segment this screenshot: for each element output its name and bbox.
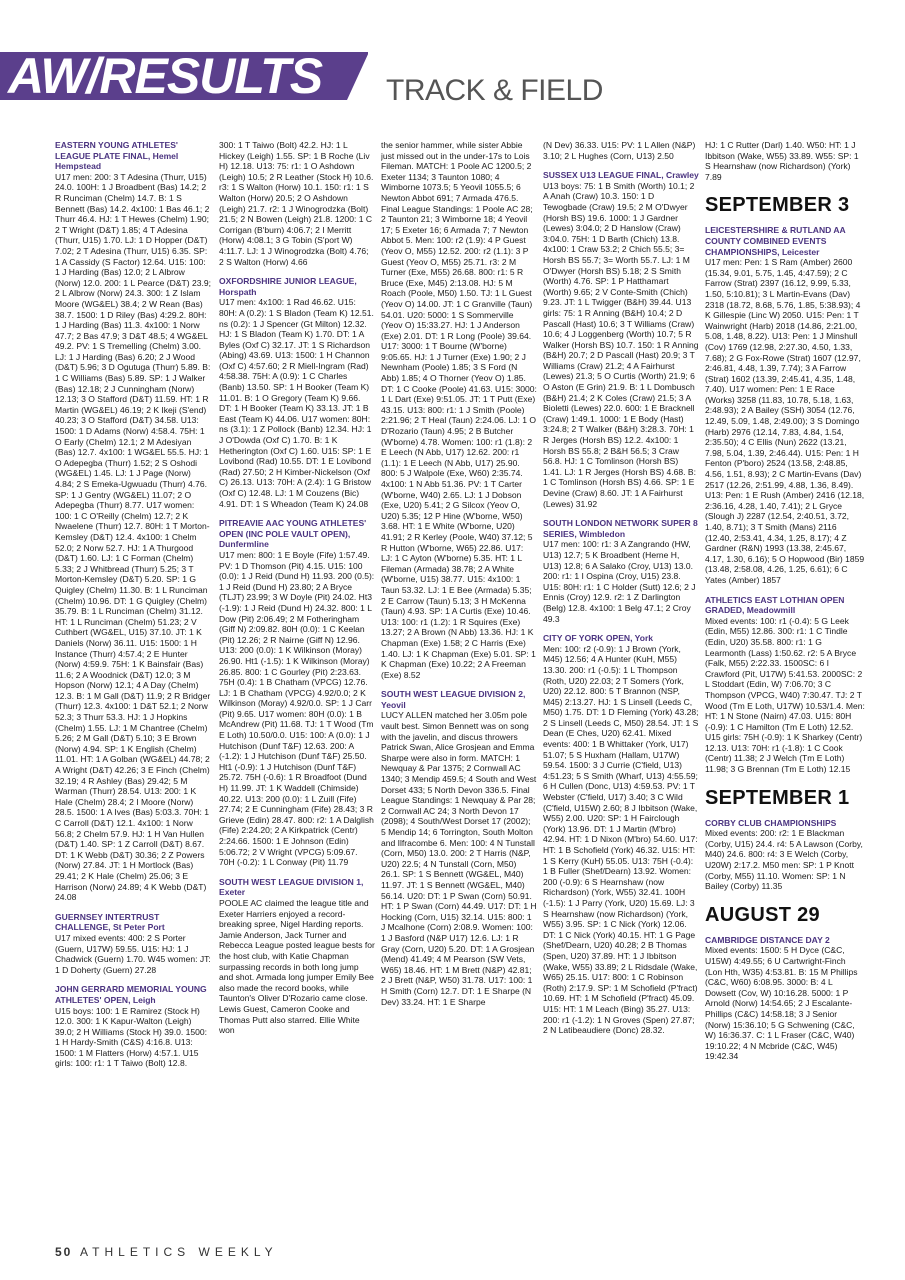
event-venue: Leicester xyxy=(781,246,820,257)
event-title xyxy=(705,595,865,616)
event-title xyxy=(55,984,211,1005)
event-title xyxy=(543,633,699,644)
event-venue: Horspath xyxy=(219,286,257,297)
event-name: GUERNSEY INTERTRUST CHALLENGE, xyxy=(55,911,160,933)
magazine-name: ATHLETICS WEEKLY xyxy=(80,1245,278,1259)
event-name: EASTERN YOUNG ATHLETES' LEAGUE PLATE FINAL, xyxy=(55,140,178,161)
event-name: JOHN GERRARD MEMORIAL YOUNG ATHLETES' OPEN, xyxy=(55,984,207,1005)
event-title xyxy=(55,912,211,933)
results-text: U17 men: 4x100: 1 Rad 46.62. U15: 80H: A (0.2): 1 S Bladon (Team K) 12.51. ns (0.2): 1 J Spencer (Gt Milton) 12.32. HJ: 1 S Bladon (Team K) 1.70. DT: 1 A Byles (Oxf C) 32.17. JT: 1 S Richardson (Abing) 43.69. U13: 1500: 1 H Channon (Oxf C) 4:57.60; 2 R Miell-Ingram (Rad) 4:58.38. 75H: A (0.9): 1 C Charles (Banb) 13.50. SP: 1 H Booker (Team K) 11.01. B: 1 O Gregory (Team K) 9.66. DT: 1 H Booker (Team K) 33.13. JT: 1 B East (Team K) 44.06. U17 women: 80H: ns (3.1): 1 Z Pollock (Banb) 12.34. HJ: 1 J O'Dowda (Oxf C) 1.70. B: 1 K Hetherington (Oxf C) 1.60. U15: SP: 1 E Lovibond (Rad) 10.55. DT: 1 E Lovibond (Rad) 27.50; 2 H Kimber-Nickelson (Oxf C) 26.13. U13: 70H: A (2.4): 1 G Bristow (Oxf C) 12.48. LJ: 1 M Couzens (Bic) 4.91. DT: 1 S Wheadon (Team K) 24.08 xyxy=(219,297,374,509)
event-name: OXFORDSHIRE JUNIOR LEAGUE, xyxy=(219,276,357,287)
results-text: POOLE AC claimed the league title and Exeter Harriers enjoyed a record-breaking spree, Nigel Harding reports. Jamie Anderson, Jack Turner and Rebecca League posted league bests for the host club, with Katie Chapman surpassing records in both long jump and shot. Armada long jumper Emily Bee also made the record books, while Taunton's Oliver D'Rozario came close. Lewis Guest, Cameron Cooke and Thomas Putt also starred. Ellie White won xyxy=(219,897,375,1036)
event-name: ATHLETICS EAST LOTHIAN OPEN GRADED, xyxy=(705,594,845,616)
event-venue: York xyxy=(634,633,654,644)
results-text: U17 men: 200: 3 T Adesina (Thurr, U15) 24.0. 100H: 1 J Broadbent (Bas) 14.2; 2 R Runciman (Chelm) 14.7. B: 1 S Bennett (Bas) 14.2. 4x100: 1 Bas 46.1; 2 Thurr 46.4. HJ: 1 T Hewes (Chelm) 1.90; 2 T Wright (D&T) 1.85; 4 T Adesina (Thurr, U15) 1.70. LJ: 1 D Hopper (D&T) 7.02; 2 T Adesina (Thurr, U15) 6.35. SP: 1 A Cassidy (S Factor) 12.64. U15: 100: 1 J Harding (Bas) 12.0; 2 L Albrow (Norw) 12.0. 200: 1 L Pearce (D&T) 23.9; 2 L Albrow (Norw) 24.3. 300: 1 Z Islam Moore (WG&EL) 38.4; 2 W Rean (Bas) 38.7. 1500: 1 D Riley (Bas) 4:29.2. 80H: 1 J Harding (Bas) 11.3. 4x100: 1 Norw 47.7; 2 Bas 47.9; 3 D&T 48.5; 4 WG&EL 49.2. PV: 1 S Tremelling (Chelm) 3.00. LJ: 1 J Harding (Bas) 6.20; 2 J Wood (D&T) 5.96; 3 D Ogutuga (Thurr) 5.89. B: 1 C Williams (Bas) 5.89. SP: 1 J Walker (Bas) 12.18; 2 J Cunningham (Norw) 12.13; 3 O Stafford (D&T) 11.59. HT: 1 R Martin (WG&EL) 46.19; 2 K Ikeji (S'end) 40.23; 3 O Stafford (D&T) 34.58. U13: 1500: 1 D Adams (Norw) 4:58.4. 75H: 1 O Early (Chelm) 12.1; 2 M Adesiyan (Bas) 12.7. 4x100: 1 WG&EL 55.5. HJ: 1 O Adepegba (Thurr) 1.52; 2 S Oshodi (WG&EL) 1.45. LJ: 1 J Page (Norw) 4.84; 2 S Emeka-Ugwuadu (Thurr) 4.76. SP: 1 J Gentry (WG&EL) 11.07; 2 O Adepegba (Thurr) 8.77. U17 women: 100: 1 C O'Reilly (Chelm) 12.7; 2 K Nwaelene (Thurr) 12.7. 80H: 1 T Morton-Kemsley (D&T) 12.4. 4x100: 1 Chelm 52.0; 2 Norw 52.7. HJ: 1 A Thurgood (D&T) 1.60. LJ: 1 C Forman (Chelm) 5.33; 2 J Whitbread (Thurr) 5.25; 3 T Morton-Kemsley (D&T) 5.20. SP: 1 G Quigley (Chelm) 11.30. B: 1 L Runciman (Chelm) 10.96. DT: 1 G Quigley (Chelm) 35.79. B: 1 L Runciman (Chelm) 31.12. HT: 1 L Runciman (Chelm) 51.23; 2 V Cuthbert (WG&EL, U15) 37.10. JT: 1 K Daniels (Norw) 36.11. U15: 1500: 1 H Instance (Thurr) 4:57.4; 2 E Hunter (Norw) 4:59.9. 75H: 1 K Bainsfair (Bas) 11.6; 2 A Woodnick (D&T) 12.0; 3 M Hopson (Norw) 12.1; 4 A Day (Chelm) 12.3. B: 1 M Gall (D&T) 11.9; 2 R Bridger (Thurr) 12.3. 4x100: 1 D&T 52.1; 2 Norw 52.3; 3 Thurr 53.3. HJ: 1 J Hopkins (Chelm) 1.55. LJ: 1 M Chantree (Chelm) 5.26; 2 M Gall (D&T) 5.10; 3 E Brown (Norw) 4.94. SP: 1 K English (Chelm) 11.01. HT: 1 A Golban (WG&EL) 44.78; 2 A Wright (D&T) 42.26; 3 E Finch (Chelm) 32.19; 4 R Ashley (Bas) 29.42; 5 M Warman (Thurr) 28.54. U13: 200: 1 K Hale (Chelm) 28.4; 2 I Moore (Norw) 28.5. 1500: 1 A Ives (Bas) 5:03.3. 70H: 1 C Carroll (D&T) 12.1. 4x100: 1 Norw 56.8; 2 Chelm 57.9. HJ: 1 H Van Hullen (D&T) 1.40. SP: 1 Z Carroll (D&T) 8.67. DT: 1 K Webb (D&T) 30.36; 2 Z Powers (Norw) 27.84. JT: 1 H Mortlock (Bas) 29.41; 2 K Hale (Chelm) 25.06; 3 E Harrison (Norw) 24.89; 4 K Webb (D&T) 24.08 xyxy=(55,171,211,903)
event-venue: Crawley xyxy=(666,170,699,181)
event-venue: Yeovil xyxy=(381,699,406,710)
event-title xyxy=(381,689,537,710)
results-text: U15 boys: 100: 1 E Ramirez (Stock H) 12.0. 300: 1 K Kapur-Walton (Leigh) 39.0; 2 H Williams (Stock H) 39.0. 1500: 1 H Hardy-Smith (C&S) 4:16.8. U13: 1500: 1 M Flatters (Horw) 4:57.1. U15 girls: 100: r1: 1 T Taiwo (Bolt) 12.8. xyxy=(55,1005,208,1069)
event-title xyxy=(543,518,699,539)
column-3 xyxy=(381,140,537,1230)
section-title: TRACK & FIELD xyxy=(386,74,603,107)
event-name: SOUTH WEST LEAGUE DIVISION 2, xyxy=(381,689,526,700)
event-name: CORBY CLUB CHAMPIONSHIPS xyxy=(705,817,837,828)
event-name: CAMBRIDGE DISTANCE DAY 2 xyxy=(705,934,830,945)
banner-slant xyxy=(347,52,369,100)
results-text: the senior hammer, while sister Abbie just missed out in the under-17s to Lois Fileman. MATCH: 1 Poole AC 1200.5; 2 Exeter 1134; 3 Taunton 1080; 4 Wimborne 1073.5; 5 Yeovil 1055.5; 6 Newton Abbot 691; 7 Armada 476.5. Final League Standings: 1 Poole AC 28; 2 Taunton 21; 3 Wimborne 18; 4 Yeovil 17; 5 Exeter 16; 6 Armada 7; 7 Newton Abbot 5. Men: 100: r2 (1.9): 4 P Guest (Yeov O, M55) 12.52. 200: r2 (1.1): 3 P Guest (Yeov O, M55) 25.71. r3: 2 M Turner (Exe, M55) 26.68. 800: r1: 5 R Bruce (Exe, M45) 2:13.08. HJ: 5 M Roach (Poole, M50) 1.50. TJ: 1 L Guest (Yeov O) 14.00. JT: 1 C Granville (Taun) 54.01. U20: 5000: 1 S Sommerville (Yeov O) 15:33.27. HJ: 1 J Anderson (Exe) 2.01. DT: 1 R Long (Poole) 39.64. U17: 3000: 1 T Bourne (W'borne) 9:05.65. HJ: 1 J Turner (Exe) 1.90; 2 J Newnham (Poole) 1.85; 3 S Ford (N Abb) 1.85; 4 O Thorner (Yeov O) 1.85. DT: 1 C Cooke (Poole) 41.63. U15: 3000: 1 L Dart (Exe) 9:51.05. JT: 1 T Putt (Exe) 43.15. U13: 800: r1: 1 J Smith (Poole) 2:21.96; 2 T Heal (Taun) 2:24.06. LJ: 1 O D'Rozario (Taun) 4.95; 2 B Butcher (W'borne) 4.78. Women: 100: r1 (1.8): 2 E Leech (N Abb, U17) 12.62. 200: r1 (1.1): 1 E Leech (N Abb, U17) 25.90. 800: 5 J Walpole (Exe, W60) 2:35.74. 4x100: 1 N Abb 51.36. PV: 1 T Carter (W'borne, W40) 2.65. LJ: 1 J Dobson (Exe, U20) 5.41; 2 G Silcox (Yeov O, U20) 5.35; 12 P Hine (W'borne, W50) 3.68. HT: 1 E White (W'borne, U20) 41.91; 2 R Kerley (Poole, W40) 37.12; 5 R Hutton (W'borne, W65) 22.86. U17: LJ: 1 C Ayton (W'borne) 5.35. HT: 1 L Fileman (Armada) 38.78; 2 A White (W'borne, U15) 38.77. U15: 4x100: 1 Taun 53.32. LJ: 1 E Bee (Armada) 5.35; 2 E Carrow (Taun) 5.13; 3 H McKenna (Taun) 4.93. SP: 1 A Curtis (Exe) 10.46. U13: 100: r1 (1.2): 1 R Squires (Exe) 13.27; 2 A Brown (N Abb) 13.36. HJ: 1 K Chapman (Exe) 1.58; 2 C Harris (Exe) 1.40. LJ: 1 K Chapman (Exe) 5.01. SP: 1 K Chapman (Exe) 10.22; 2 A Freeman (Exe) 8.52 xyxy=(381,140,537,680)
event-title xyxy=(219,518,375,550)
results-text: Mixed events: 200: r2: 1 E Blackman (Corby, U15) 24.4. r4: 5 A Lawson (Corby, M40) 24.6. 800: r4: 3 E Welch (Corby, U20W) 2:17.2. M50 men: SP: 1 P Knott (Corby, M55) 11.10. Women: SP: 1 N Bailey (Corby) 11.35 xyxy=(705,828,863,892)
column-4 xyxy=(543,140,699,1230)
results-text: Mixed events: 1500: 5 H Dyce (C&C, U15W) 4:49.55; 6 U Cartwright-Finch (Lon Hth, W35) 4:53.81. B: 15 M Phillips (C&C, W60) 6:08.95. 3000: B: 4 L Dowsett (Cov, W) 10:16.28. 5000: 1 P Arnold (Norw) 14:54.65; 2 J Escalante-Phillips (C&C) 14:58.18; 3 J Senior (Norw) 15:36.10; 5 G Schwening (C&C, W) 16:36.37. C: 1 L Fraser (C&C, W40) 19:10.22; 4 N Mcbride (C&C, W45) 19:42.34 xyxy=(705,945,858,1062)
results-text: (N Dev) 36.33. U15: PV: 1 L Allen (N&P) 3.10; 2 L Hughes (Corn, U13) 2.50 xyxy=(543,140,696,161)
event-name: LEICESTERSHIRE & RUTLAND AA COUNTY COMBINED EVENTS CHAMPIONSHIPS, xyxy=(705,225,846,257)
date-heading: SEPTEMBER 3 xyxy=(705,194,850,217)
event-name: SOUTH WEST LEAGUE DIVISION 1, xyxy=(219,876,364,887)
event-name: PITREAVIE AAC YOUNG ATHLETES' OPEN (INC POLE VAULT OPEN), xyxy=(219,518,367,539)
results-text: HJ: 1 C Rutter (Darl) 1.40. W50: HT: 1 J Ibbitson (Wake, W55) 33.89. W55: SP: 1 S Hearnshaw (now Richardson) (York) 7.89 xyxy=(705,140,859,182)
results-banner xyxy=(0,48,368,104)
results-text: 300: 1 T Taiwo (Bolt) 42.2. HJ: 1 L Hickey (Leigh) 1.55. SP: 1 B Roche (Liv H) 12.18. U13: 75: r1: 1 O Ashdown (Leigh) 10.5; 2 R Leather (Stock H) 10.6. r3: 1 S Walton (Horw) 10.1. 150: r1: 1 S Walton (Horw) 20.5; 2 O Ashdown (Leigh) 21.7. r2: 1 J Winogrodzka (Bolt) 21.5; 2 N Bowen (Leigh) 21.8. 1200: 1 C Corrigan (B'burn) 4:06.7; 2 I Merritt (Horw) 4:08.1; 3 G Tobin (S'port W) 4:11.7. LJ: 1 J Winogrodzka (Bolt) 4.76; 2 S Walton (Horw) 4.66 xyxy=(219,140,374,267)
results-text: U17 men: 800: 1 E Boyle (Fife) 1:57.49. PV: 1 D Thomson (Pit) 4.15. U15: 100 (0.0): 1 J Reid (Dund H) 11.93. 200 (0.5): 1 J Reid (Dund H) 23.80; 2 A Bryce (TLJT) 23.99; 3 W Doyle (Pit) 24.02. Ht3 (-1.9): 1 J Reid (Dund H) 24.32. 800: 1 L Dow (Pit) 2:06.49; 2 M Fotheringham (Giff N) 2:09.82. 80H (0.0): 1 C Keelan (Pit) 12.26; 2 R Nairne (Giff N) 12.96. U13: 200 (0.0): 1 K Wilkinson (Moray) 26.90. Ht1 (-1.5): 1 K Wilkinson (Moray) 26.85. 800: 1 C Gourley (Pit) 2:23.63. 75H (0.4): 1 B Chatham (VPCG) 12.76. LJ: 1 B Chatham (VPCG) 4.92/0.0; 2 K Wilkinson (Moray) 4.92/0.0. SP: 1 J Carr (Pit) 9.65. U17 women: 80H (0.0): 1 B McAndrew (Pit) 11.68. TJ: 1 T Wood (Tm E Loth) 10.50/0.0. U15: 100: A (0.0): 1 J Hutchison (Dunf T&F) 12.63. 200: A (-1.2): 1 J Hutchison (Dunf T&F) 25.50. Ht1 (-0.9): 1 J Hutchison (Dunf T&F) 25.72. 75H (-0.6): 1 R Broadfoot (Dund H) 11.99. JT: 1 K Waddell (Chimside) 40.22. U13: 200 (0.0): 1 L Zuill (Fife) 27.74; 2 E Cunningham (Fife) 28.43; 3 R Grieve (Edin) 28.47. 800: r2: 1 A Dalglish (Fife) 2:24.20; 2 A Kirkpatrick (Centr) 2:24.66. 1500: 1 E Johnson (Edin) 5:06.72; 2 V Wright (VPCG) 5:09.67. 70H (-0.2): 1 L Conway (Pit) 11.79 xyxy=(219,549,375,868)
results-text: U17 men: 100: r1: 3 A Zangrando (HW, U13) 12.7; 5 K Broadbent (Herne H, U13) 12.8; 6 A Salako (Croy, U13) 13.0. 200: r1: 1 I Ospina (Croy, U15) 23.8. U15: 80H: r1: 1 C Holder (Sutt) 12.6; 2 J Ennis (Croy) 12.9. r2: 1 Z Darlington (Belg) 12.8. 4x100: 1 Belg 47.1; 2 Croy 49.3 xyxy=(543,539,696,624)
event-name: CITY OF YORK OPEN, xyxy=(543,633,635,644)
results-text: U17 men: Pen: 1 S Ram (Amber) 2600 (15.34, 9.01, 5.75, 1.45, 4:47.59); 2 C Farrow (Strat) 2397 (16.12, 9.99, 5.33, 1.50, 5:10.81); 3 L Martin-Evans (Dav) 2318 (18.72, 8.68, 5.76, 1.85, 5:38.93); 4 K Gillespie (Linc W) 2050. U15: Pen: 1 T Wainwright (Harb) 2018 (14.86, 2:21.00, 5.08, 1.48, 8.22). U13: Pen: 1 J Minshull (Cov) 1769 (12.98, 2:27.30, 4.50, 1.33, 7.68); 2 G Fox-Rowe (Strat) 1607 (12.97, 2:46.81, 4.48, 1.39, 7.74); 3 A Farrow (Strat) 1602 (13.39, 2:45.41, 4.35, 1.48, 7.40). U17 women: Pen: 1 E Race (Works) 3258 (11.83, 10.78, 5.18, 1.63, 2:48.93); 2 A Bailey (SSH) 3054 (12.76, 12.49, 5.09, 1.48, 2:49.00); 3 S Domingo (Harb) 2976 (12.14, 7.83, 4.84, 1.54, 2:35.50); 4 C Ellis (Nun) 2622 (13.21, 7.98, 5.04, 1.39, 2:46.44). U15: Pen: 1 H Fenton (P'boro) 2524 (13.58, 2:48.85, 4.56, 1.51, 8.93); 2 C Martin-Evans (Dav) 2517 (12.26, 2:51.99, 4.88, 1.36, 8.49). U13: Pen: 1 E Rush (Amber) 2416 (12.18, 2:36.16, 4.28, 1.40, 7.41); 2 L Gryce (Slough J) 2287 (12.54, 2:40.51, 3.72, 1.40, 8.71); 3 T Smith (Mans) 2116 (12.40, 2:53.41, 4.34, 1.25, 8.17); 4 Z Gardner (R&N) 1993 (13.38, 2:45.67, 4.17, 1.30, 6.16); 5 O Hopwood (Bir) 1859 (13.48, 2:58.08, 4.26, 1.25, 6.61); 6 C Yates (Amber) 1857 xyxy=(705,257,865,585)
results-text: Mixed events: 100: r1 (-0.4): 5 G Leek (Edin, M55) 12.86. 300: r1: 1 C Tindle (Edin, U20) 35.58. 800: r1: 1 G Learmonth (Lass) 1:50.62. r2: 5 A Bryce (Falk, M55) 2:22.33. 1500SC: 6 I Crawford (Pit, U17W) 5:41.53. 2000SC: 2 L Stoddart (Edin, W) 7:06.70; 3 C Thompson (VPCG, W40) 7:30.47. TJ: 2 T Wood (Tm E Loth, U17W) 10.53/1.4. Men: HT: 1 N Stone (Nairn) 47.03. U15: 80H (-0.9): 1 C Hamilton (Tm E Loth) 12.52. U15 girls: 75H (-0.9): 1 K Sharkey (Centr) 12.13. U13: 70H: r1 (-1.8): 1 C Cook (Centr) 11.38; 2 J Welch (Tm E Loth) 11.98; 3 G Brennan (Tm E Loth) 12.15 xyxy=(705,615,865,775)
column-1 xyxy=(55,140,211,1230)
event-title xyxy=(705,225,865,257)
page-footer xyxy=(55,1245,278,1259)
event-name: SUSSEX U13 LEAGUE FINAL, xyxy=(543,170,667,181)
results-text: U13 boys: 75: 1 B Smith (Worth) 10.1; 2 A Anah (Craw) 10.3. 150: 1 D Tewogbade (Craw) 19.5; 2 M O'Dwyer (Horsh BS) 19.6. 1000: 1 J Gardner (Lewes) 3:04.0; 2 D Hanslow (Craw) 3:04.0. 75H: 1 D Barth (Chich) 13.8. 4x100: 1 Craw 53.2; 2 Chich 55.5; 3= Horsh BS 55.7; 3= Worth 55.7. LJ: 1 M O'Dwyer (Horsh BS) 5.18; 2 S Smith (Worth) 4.76. SP: 1 P Hatthamart (Worth) 9.65; 2 V Conte-Smith (Chich) 9.23. JT: 1 L Twigger (B&H) 39.44. U13 girls: 75: 1 R Anning (B&H) 10.4; 2 D Pascall (Hast) 10.6; 3 T Williams (Craw) 10.6; 4 J Loggenberg (Worth) 10.7; 5 R Walker (Horsh BS) 10.7. 150: 1 R Anning (B&H) 20.7; 2 D Pascall (Hast) 20.9; 3 T Williams (Craw) 21.2; 4 A Fairhurst (Lewes) 21.3; 5 O Curtis (Worth) 21.9; 6 O Aston (E Grin) 21.9. B: 1 L Dombusch (B&H) 21.4; 2 K Coles (Craw) 21.5; 3 A Bioletti (Lewes) 22.0. 600: 1 E Bracknell (Craw) 1:49.1. 1000: 1 E Body (Hast) 3:24.8; 2 T Walker (B&H) 3:28.3. 70H: 1 R Jerges (Horsh BS) 12.2. 4x100: 1 Horsh BS 55.8; 2 B&H 56.5; 3 Craw 56.8. HJ: 1 C Tomlinson (Horsh BS) 1.41. LJ: 1 R Jerges (Horsh BS) 4.68. B: 1 C Tomlinson (Horsh BS) 4.66. SP: 1 E Devine (Craw) 8.60. JT: 1 A Fairhurst (Lewes) 31.92 xyxy=(543,180,699,509)
event-title xyxy=(543,170,699,181)
event-title xyxy=(705,935,865,946)
date-heading: AUGUST 29 xyxy=(705,903,820,926)
event-venue: Dunfermline xyxy=(219,539,269,550)
brand-title: AW/RESULTS xyxy=(8,48,323,104)
column-5 xyxy=(705,140,865,1230)
event-title xyxy=(705,818,865,829)
results-text: Men: 100: r2 (-0.9): 1 J Brown (York, M45) 12.56; 4 A Hunter (KuH, M55) 13.30. 200: r1 (-0.5): 1 L Thompson (Roth, U20) 22.03; 2 T Somers (York, U20) 22.12. 800: 5 T Brannon (NSP, M45) 2:13.27. HJ: 1 S Linsell (Leeds C, M50) 1.75. DT: 1 D Fleming (York) 43.28; 2 S Linsell (Leeds C, M50) 28.54. JT: 1 S Dean (E Ches, U20) 62.41. Mixed events: 400: 1 B Whittaker (York, U17) 51.07; 5 S Huxham (Hallam, U17W) 59.54. 1500: 3 J Currie (C'field, U13) 4:51.23; 5 S Smith (Wharf, U13) 4:55.59; 6 H Cullen (Donc, U13) 4:59.53. PV: 1 T Webster (C'field, U17) 3.40; 3 C Wild (C'field, U15W) 2.60; 8 J Ibbitson (Wake, W55) 2.00. U20: SP: 1 H Fairclough (York) 13.96. DT: 1 J Martin (M'bro) 42.94. HT: 1 D Nixon (M'bro) 54.60. U17: HT: 1 B Schofield (York) 46.32. U15: HT: 1 S Kerry (KuH) 55.05. U13: 75H (-0.4): 1 B Fuller (Shef/Dearn) 13.92. Women: 200 (-0.9): 6 S Hearnshaw (now Richardson) (York, W55) 32.41. 100H (-1.5): 1 J Parry (York, U20) 15.69. LJ: 3 S Hearnshaw (now Richardson) (York, W55) 3.95. SP: 1 C Nick (York) 12.06. DT: 1 C Nick (York) 40.15. HT: 1 G Page (Shef/Dearn, U20) 40.28; 2 B Thomas (Spen, U20) 37.89. HT: 1 J Ibbitson (Wake, W55) 33.89; 2 L Ridsdale (Wake, W65) 25.15. U17: 800: 1 C Robinson (Roth) 2:17.9. SP: 1 M Schofield (P'fract) 10.69. HT: 1 M Schofield (P'fract) 45.09. U15: HT: 1 M Leach (Bing) 35.27. U13: 200: r1 (-1.2): 1 N Groves (Spen) 27.87; 2 N Latibeaudiere (Donc) 28.32. xyxy=(543,643,699,1036)
event-title xyxy=(219,877,375,898)
column-2 xyxy=(219,140,375,1230)
date-heading: SEPTEMBER 1 xyxy=(705,786,850,809)
event-name: SOUTH LONDON NETWORK SUPER 8 SERIES, xyxy=(543,518,698,539)
event-venue: Leigh xyxy=(132,994,156,1005)
event-venue: Wimbledon xyxy=(579,528,626,539)
page-number: 50 xyxy=(55,1245,73,1259)
event-title xyxy=(55,140,211,172)
event-venue: Hemel Hempstead xyxy=(55,150,179,172)
event-venue: St Peter Port xyxy=(112,922,165,933)
results-text: LUCY ALLEN matched her 3.05m pole vault best. Simon Bennett was on song with the javelin, and discus throwers Patrick Swan, Alice Grosjean and Emma Sharpe were also in form. MATCH: 1 Newquay & Par 1375; 2 Cornwall AC 1340; 3 Mendip 459.5; 4 South and West Dorset 433; 5 North Devon 336.5. Final League Standings: 1 Newquay & Par 28; 2 Cornwall AC 24; 3 North Devon 17 (2098); 4 South/West Dorset 17 (2002); 5 Mendip 14; 6 Torrington, South Molton and Ilfracombe 6. Men: 100: 4 N Tunstall (Corn, M50) 13.0. 200: 2 T Harris (N&P, U20) 22.5; 4 N Tunstall (Corn, M50) 26.1. SP: 1 S Bennett (WG&EL, M40) 11.97. JT: 1 S Bennett (WG&EL, M40) 56.14. U20: DT: 1 P Swan (Corn) 50.91. HT: 1 P Swan (Corn) 44.49. U17: DT: 1 H Hocking (Corn, U15) 32.14. U15: 800: 1 J Mcalhone (Corn) 2:08.9. Women: 100: 1 J Basford (N&P U17) 12.6. LJ: 1 R Gray (Corn, U20) 5.20. DT: 1 A Grosjean (Mend) 41.49; 4 M Pearson (SW Vets, W65) 18.46. HT: 1 M Brett (N&P) 42.81; 2 J Brett (N&P, W50) 31.78. U17: 100: 1 H Smith (Corn) 12.7. DT: 1 E Sharpe (N Dev) 33.24. HT: 1 E Sharpe xyxy=(381,710,537,1007)
event-venue: Meadowmill xyxy=(746,605,796,616)
results-text: U17 mixed events: 400: 2 S Porter (Guern, U17W) 59.55. U15: HJ: 1 J Chadwick (Guern) 1.70. W45 women: JT: 1 D Doherty (Guern) 27.28 xyxy=(55,932,211,975)
event-title xyxy=(219,276,375,297)
event-venue: Exeter xyxy=(219,887,246,898)
